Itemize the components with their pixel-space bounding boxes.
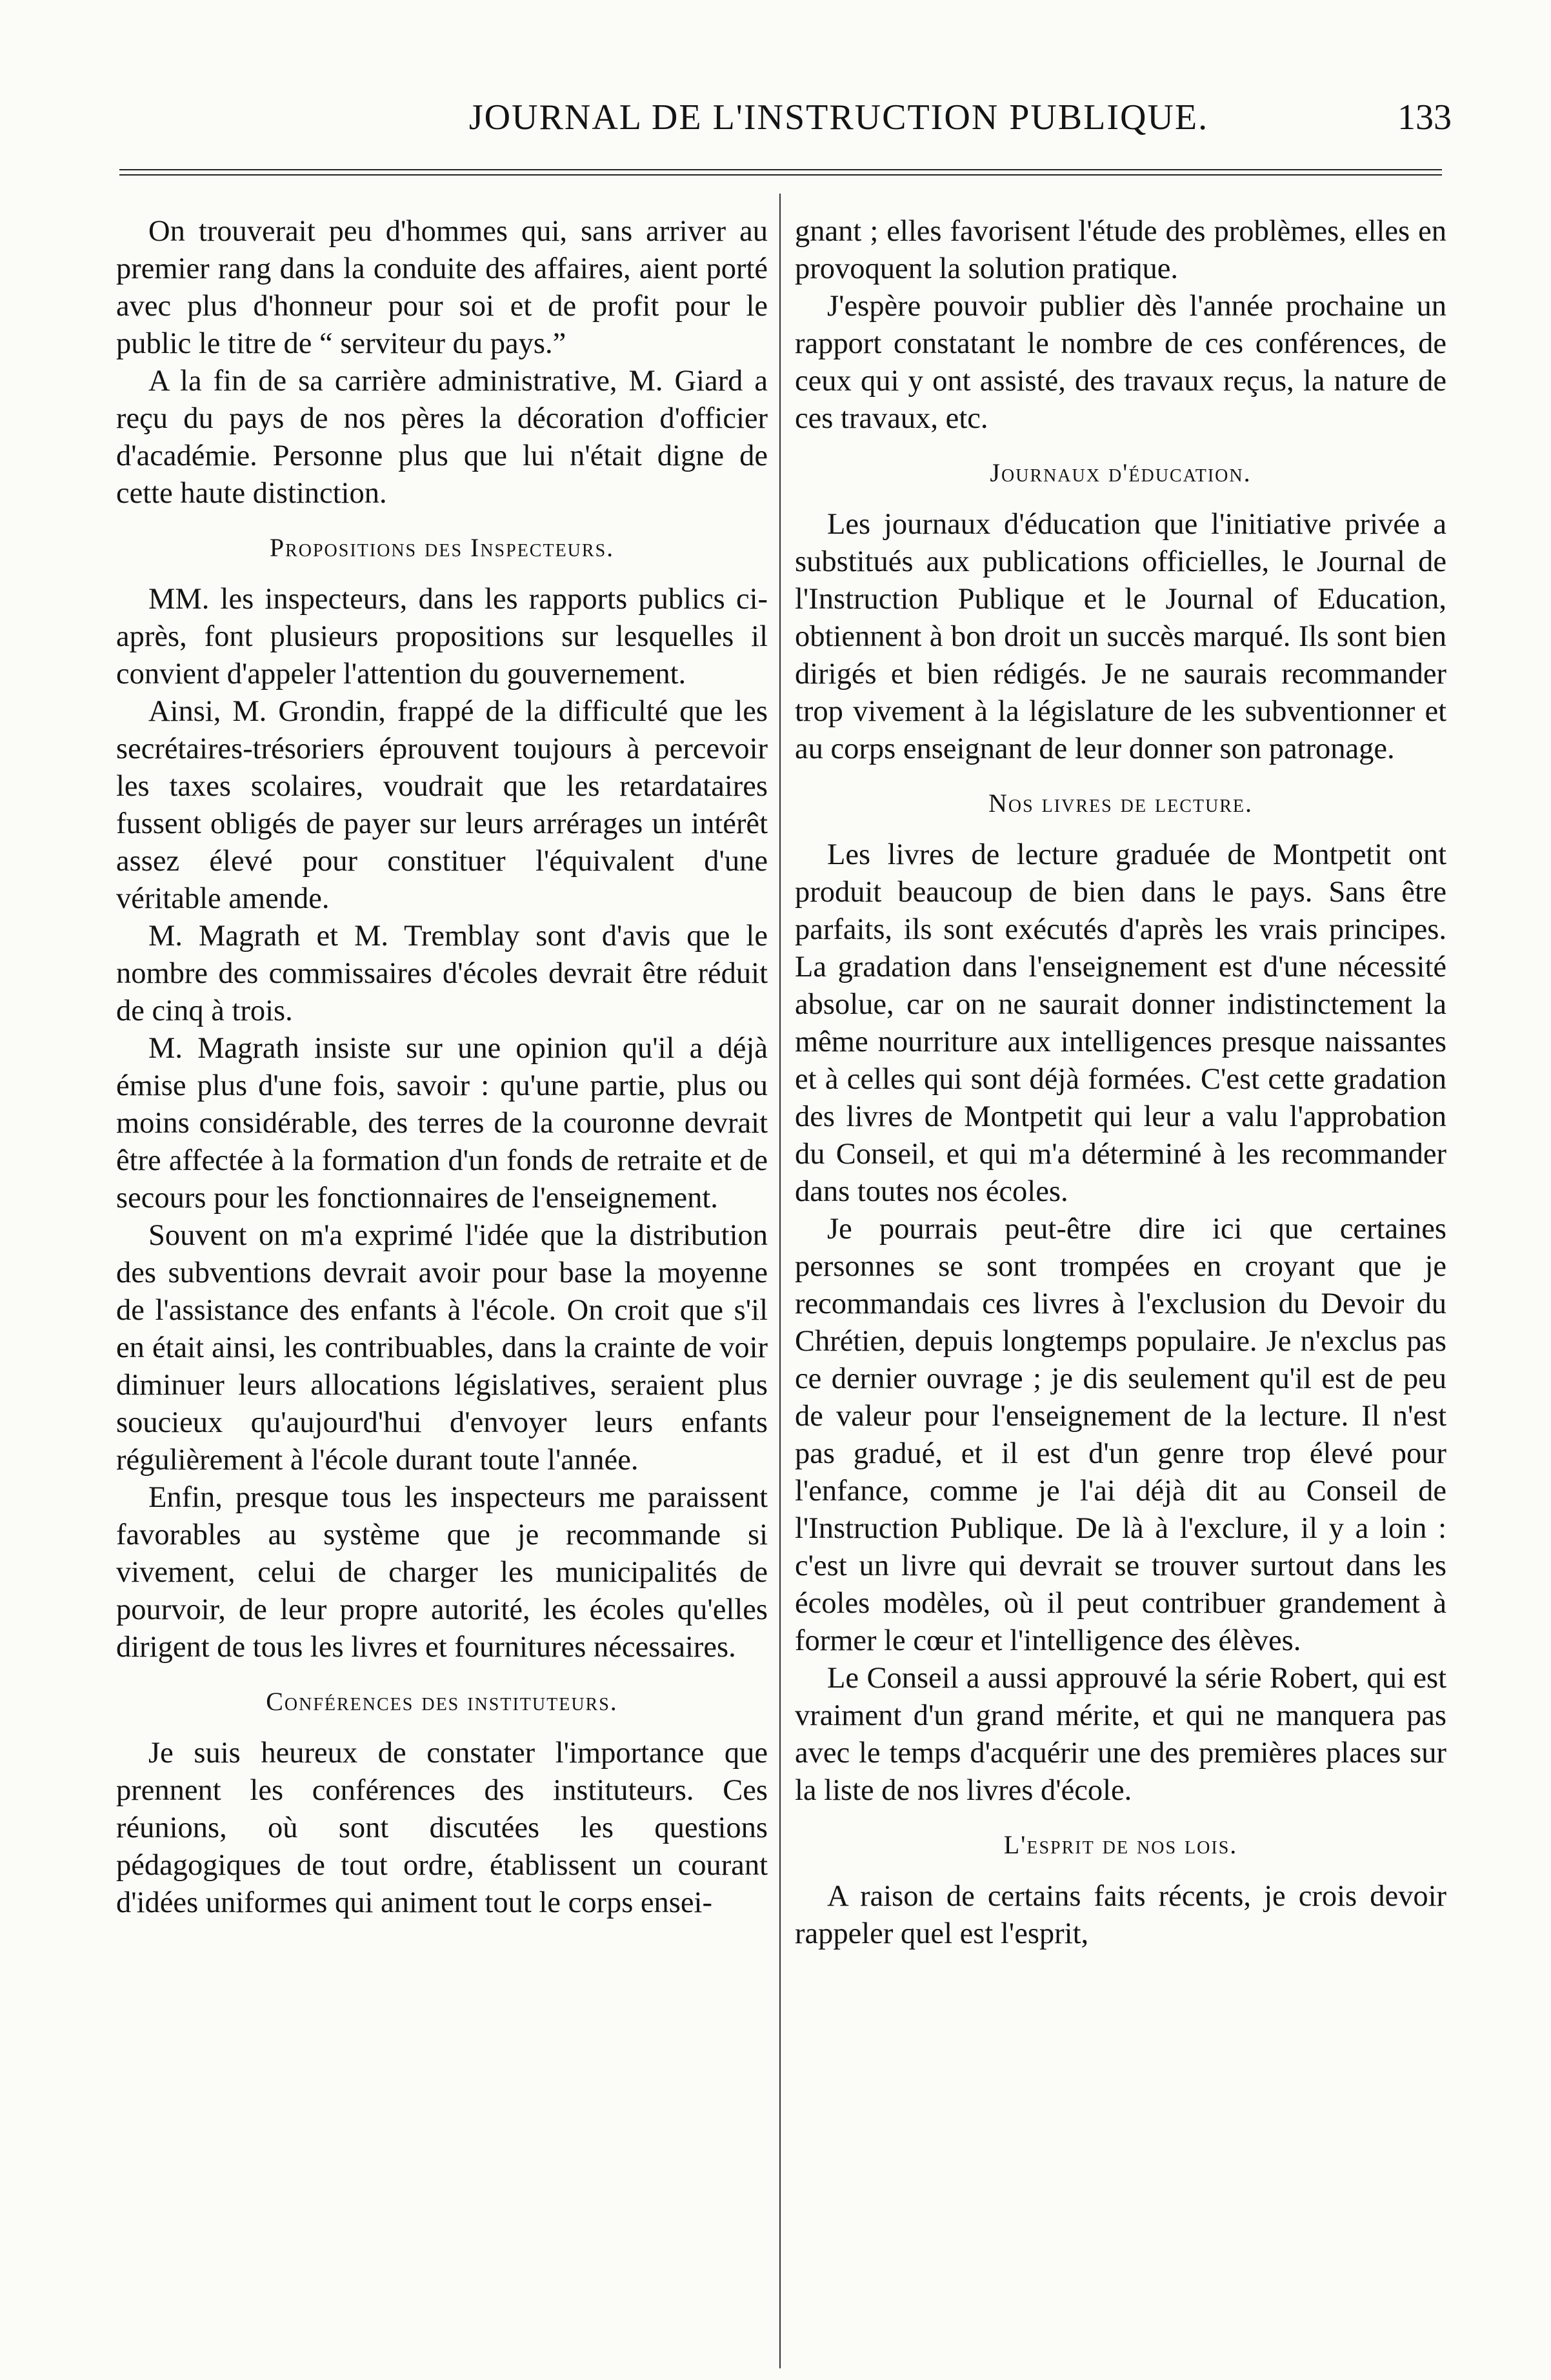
paragraph: M. Magrath et M. Tremblay sont d'avis que le nombre des commissaires d'écoles devrait être réduit de cinq à trois. bbox=[116, 920, 768, 1027]
header-rule bbox=[119, 169, 1442, 170]
section-heading: Propositions des Inspecteurs. bbox=[269, 533, 615, 562]
paragraph: Les journaux d'éducation que l'initiative privée a substitués aux publications officielles, le Journal de l'Instruction Publique et le Journal of Education, obtiennent à bon droit un succès marqué. Ils sont bien dirigés et bien rédigés. Je ne saurais recommander trop vivement à la législature de les subventionner et au corps enseignant de leur donner son patronage. bbox=[795, 508, 1446, 765]
paragraph: Les livres de lecture graduée de Montpetit ont produit beaucoup de bien dans le pays. Sans être parfaits, ils sont exécutés d'après les vrais principes. La gradation dans l'enseignement est d'une nécessité absolue, car on ne saurait donner indistinctement la même nourriture aux intelligences presque naissantes et à celles qui sont déjà formées. C'est cette gradation des livres de Montpetit qui leur a valu l'approbation du Conseil, et qui m'a déterminé à les recommander dans toutes nos écoles. bbox=[795, 838, 1446, 1208]
paragraph: A raison de certains faits récents, je crois devoir rappeler quel est l'esprit, bbox=[795, 1880, 1446, 1950]
column-divider bbox=[779, 194, 781, 2368]
paragraph: Enfin, presque tous les inspecteurs me paraissent favorables au système que je recommande si vivement, celui de charger les municipalités de pourvoir, de leur propre autorité, les écoles qu'elles dirigent de tous les livres et fournitures nécessaires. bbox=[116, 1481, 768, 1664]
paragraph: MM. les inspecteurs, dans les rapports publics ci-après, font plusieurs propositions sur lesquelles il convient d'appeler l'attention du gouvernement. bbox=[116, 583, 768, 691]
page-header bbox=[110, 97, 1452, 142]
paragraph: J'espère pouvoir publier dès l'année prochaine un rapport constatant le nombre de ces conférences, de ceux qui y ont assisté, des travaux reçus, la nature de ces travaux, etc. bbox=[795, 290, 1446, 435]
section-heading: L'esprit de nos lois. bbox=[1003, 1830, 1238, 1859]
section-heading: Journaux d'éducation. bbox=[990, 458, 1252, 487]
paragraph: Je pourrais peut-être dire ici que certaines personnes se sont trompées en croyant que je recommandais ces livres à l'exclusion du Devoir du Chrétien, depuis longtemps populaire. Je n'exclus pas ce dernier ouvrage ; je dis seulement qu'il est de peu de valeur pour l'enseignement de la lecture. Il n'est pas gradué, et il est d'un genre trop élevé pour l'enfance, comme je l'ai déjà dit au Conseil de l'Instruction Publique. De là à l'exclure, il y a loin : c'est un livre qui devrait se trouver surtout dans les écoles modèles, où il peut contribuer grandement à former le cœur et l'intelligence des élèves. bbox=[795, 1213, 1446, 1657]
left-column bbox=[116, 213, 768, 1922]
paragraph: Le Conseil a aussi approuvé la série Robert, qui est vraiment d'un grand mérite, et qui ne manquera pas avec le temps d'acquérir une des premières places sur la liste de nos livres d'école. bbox=[795, 1662, 1446, 1807]
paragraph: Souvent on m'a exprimé l'idée que la distribution des subventions devrait avoir pour base la moyenne de l'assistance des enfants à l'école. On croit que s'il en était ainsi, les contribuables, dans la crainte de voir diminuer leurs allocations législatives, seraient plus soucieux qu'aujourd'hui d'envoyer leurs enfants régulièrement à l'école durant toute l'année. bbox=[116, 1219, 768, 1477]
section-heading: Nos livres de lecture. bbox=[988, 789, 1253, 818]
paragraph: Je suis heureux de constater l'importance que prennent les conférences des instituteurs. Ces réunions, où sont discutées les questions pédagogiques de tout ordre, établissent un courant d'idées uniformes qui animent tout le corps ensei- bbox=[116, 1737, 768, 1919]
header-rule-secondary bbox=[119, 174, 1442, 176]
paragraph: M. Magrath insiste sur une opinion qu'il a déjà émise plus d'une fois, savoir : qu'une partie, plus ou moins considérable, des terres de la couronne devrait être affectée à la formation d'un fonds de retraite et de secours pour les fonctionnaires de l'enseignement. bbox=[116, 1032, 768, 1215]
page-number: 133 bbox=[1397, 97, 1452, 137]
section-heading: Conférences des instituteurs. bbox=[266, 1687, 618, 1716]
paragraph: gnant ; elles favorisent l'étude des problèmes, elles en provoquent la solution pratique. bbox=[795, 215, 1446, 285]
paragraph: Ainsi, M. Grondin, frappé de la difficulté que les secrétaires-trésoriers éprouvent toujours à percevoir les taxes scolaires, voudrait que les retardataires fussent obligés de payer sur leurs arrérages un intérêt assez élevé pour constituer l'équivalent d'une véritable amende. bbox=[116, 695, 768, 915]
running-title: JOURNAL DE L'INSTRUCTION PUBLIQUE. bbox=[468, 97, 1209, 137]
paragraph: A la fin de sa carrière administrative, M. Giard a reçu du pays de nos pères la décoration d'officier d'académie. Personne plus que lui n'était digne de cette haute distinction. bbox=[116, 365, 768, 510]
paragraph: On trouverait peu d'hommes qui, sans arriver au premier rang dans la conduite des affaires, aient porté avec plus d'honneur pour soi et de profit pour le public le titre de “ serviteur du pays.” bbox=[116, 215, 768, 360]
right-column bbox=[795, 213, 1446, 1953]
